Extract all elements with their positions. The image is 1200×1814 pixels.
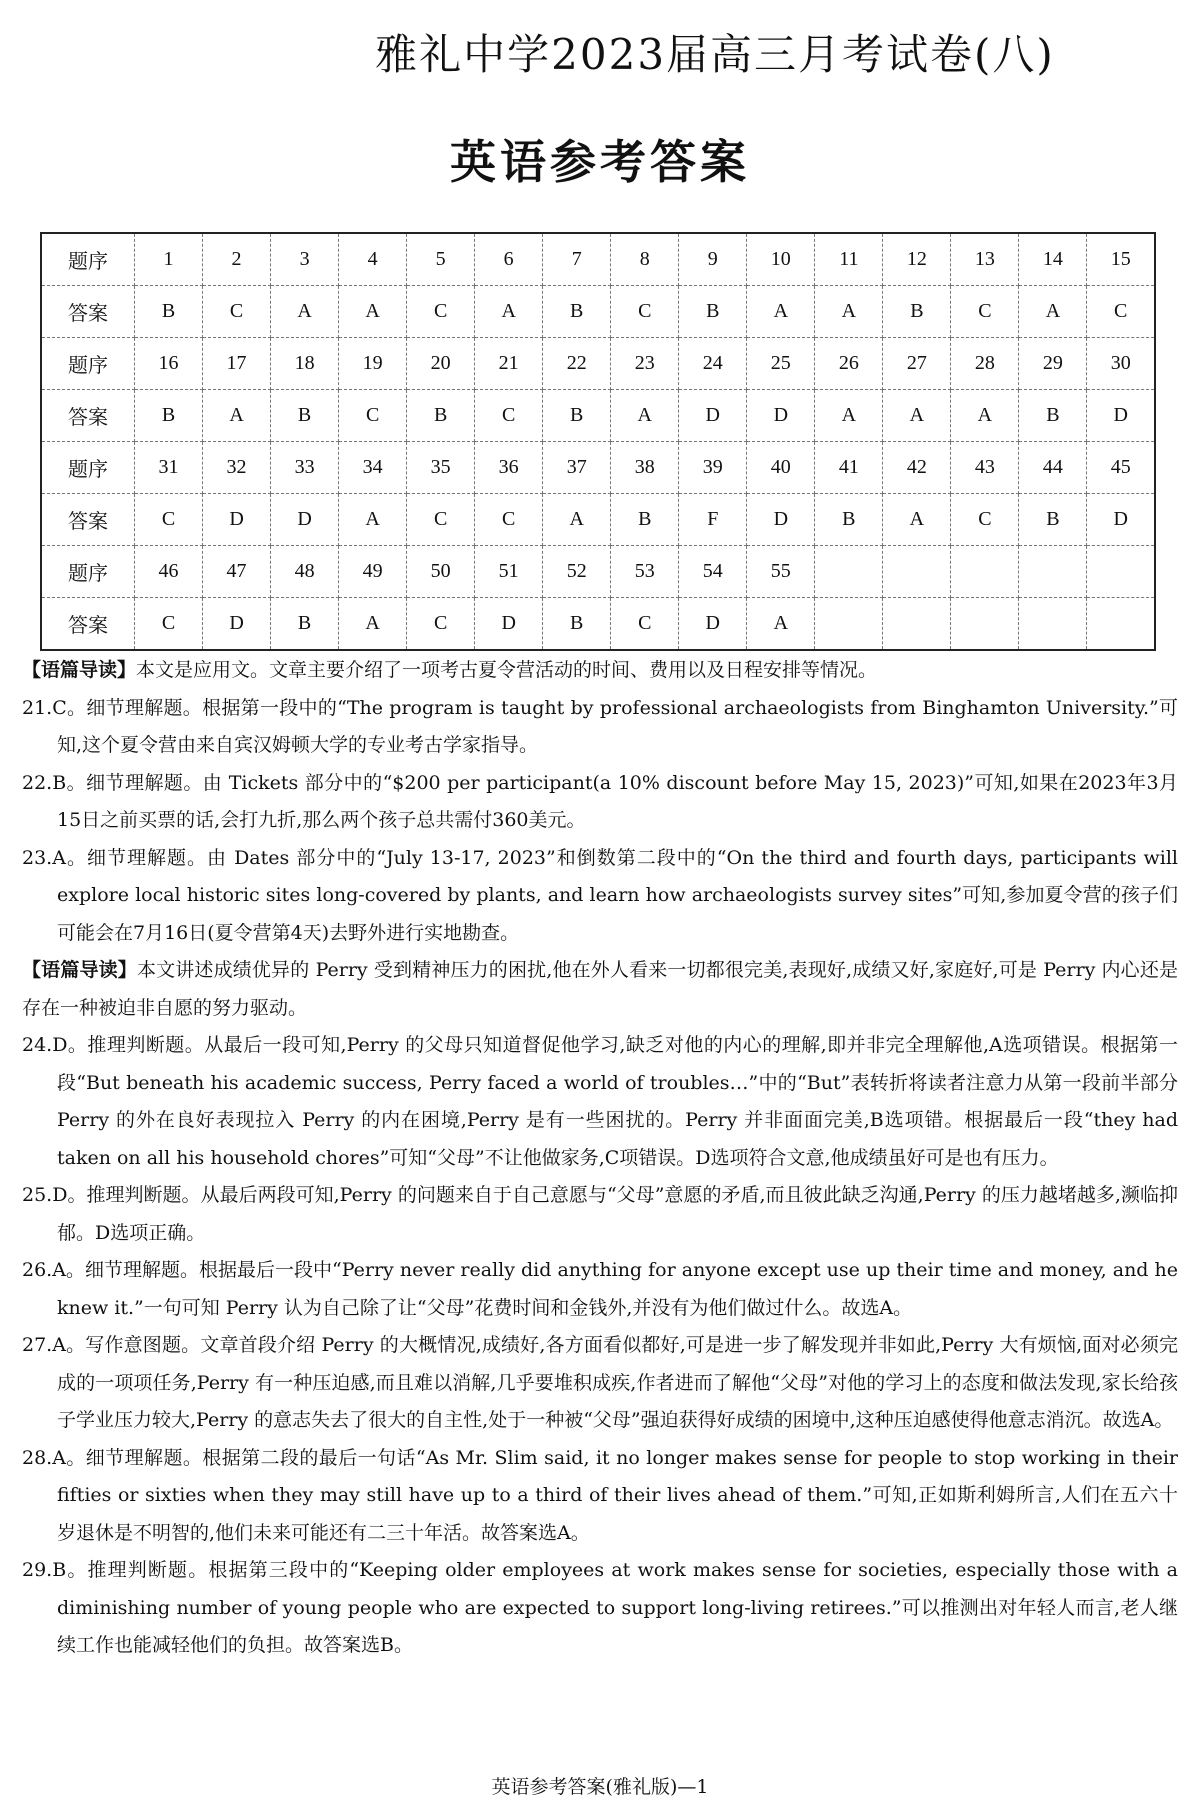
guide-label: 【语篇导读】 [22,659,137,681]
answer-cell: C [135,598,203,651]
row-label: 题序 [41,338,135,390]
question-number-cell: 24 [679,338,747,390]
answer-cell: C [407,494,475,546]
answer-cell: C [203,286,271,338]
question-number-cell: 17 [203,338,271,390]
answer-cell: A [543,494,611,546]
answer-cell: D [271,494,339,546]
question-number-cell: 2 [203,233,271,286]
question-number-cell: 16 [135,338,203,390]
question-number-cell: 26 [815,338,883,390]
answer-cell: D [1087,390,1155,442]
answer-cell: B [135,390,203,442]
explanation-item: 25.D。推理判断题。从最后两段可知,Perry 的问题来自于自己意愿与“父母”意愿的矛盾,而且彼此缺乏沟通,Perry 的压力越堵越多,濒临抑郁。D选项正确。 [22,1184,1178,1244]
explanation-item: 22.B。细节理解题。由 Tickets 部分中的“$200 per participant(a 10% discount before May 15, 2023)”可知,如果在2023年3月15日之前买票的话,会打九折,那么两个孩子总共需付360美元。 [22,771,1178,831]
answer-cell: A [339,286,407,338]
question-number-cell: 1 [135,233,203,286]
guide-text: 本文是应用文。文章主要介绍了一项考古夏令营活动的时间、费用以及日程安排等情况。 [136,659,878,681]
explanation-item: 29.B。推理判断题。根据第三段中的“Keeping older employees at work makes sense for societies, especially those with a diminishing number of young people who are expected to support long-living retirees.”可以推测出对年轻人而言,老人继续工作也能减轻他们的负担。故答案选B。 [22,1559,1178,1656]
answer-cell: A [271,286,339,338]
question-number-cell: 41 [815,442,883,494]
answer-cell: D [1087,494,1155,546]
answer-cell: A [339,598,407,651]
question-number-cell: 3 [271,233,339,286]
row-label: 题序 [41,233,135,286]
question-number-cell: 27 [883,338,951,390]
answer-cell: B [543,286,611,338]
question-number-cell: 51 [475,546,543,598]
question-number-cell: 36 [475,442,543,494]
row-label: 题序 [41,546,135,598]
question-number-cell: 10 [747,233,815,286]
answer-cell: C [339,390,407,442]
question-number-row [41,233,1155,286]
row-label: 答案 [41,494,135,546]
answer-explanations [22,652,1178,1665]
question-number-cell: 49 [339,546,407,598]
question-number-cell: 11 [815,233,883,286]
question-number-cell: 5 [407,233,475,286]
guide-label: 【语篇导读】 [22,959,137,981]
answer-cell: C [407,286,475,338]
page-title: 雅礼中学2023届高三月考试卷(八) [375,30,1055,79]
explanation-item: 26.A。细节理解题。根据最后一段中“Perry never really did anything for anyone except use up their time and money, and he knew it.”一句可知 Perry 认为自己除了让“父母”花费时间和金钱外,并没有为他们做过什么。故选A。 [22,1259,1178,1319]
question-number-cell: 45 [1087,442,1155,494]
question-number-cell [883,546,951,598]
answer-cell: B [271,598,339,651]
answer-cell: C [475,494,543,546]
question-number-cell: 37 [543,442,611,494]
answer-cell: A [815,286,883,338]
question-number-cell: 28 [951,338,1019,390]
answer-cell: A [1019,286,1087,338]
explanation-item: 28.A。细节理解题。根据第二段的最后一句话“As Mr. Slim said, it no longer makes sense for people to stop working in their fifties or sixties when they may still have up to a third of their lives ahead of them.”可知,正如斯利姆所言,人们在五六十岁退休是不明智的,他们未来可能还有二三十年活。故答案选A。 [22,1446,1178,1544]
answer-cell: C [611,286,679,338]
page-subtitle: 英语参考答案 [450,135,750,189]
answer-cell [951,598,1019,651]
answer-cell: A [203,390,271,442]
answer-cell: A [951,390,1019,442]
answer-cell: B [679,286,747,338]
question-number-cell [1019,546,1087,598]
question-number-cell: 9 [679,233,747,286]
question-number-cell: 25 [747,338,815,390]
answer-cell: C [951,286,1019,338]
question-number-cell: 46 [135,546,203,598]
question-number-cell: 54 [679,546,747,598]
answer-cell: A [883,390,951,442]
question-number-cell: 6 [475,233,543,286]
question-number-cell: 15 [1087,233,1155,286]
question-number-cell: 44 [1019,442,1087,494]
question-number-cell: 8 [611,233,679,286]
answer-cell: A [611,390,679,442]
question-number-cell: 32 [203,442,271,494]
question-number-cell: 12 [883,233,951,286]
question-number-cell: 43 [951,442,1019,494]
question-number-cell: 40 [747,442,815,494]
question-number-cell: 29 [1019,338,1087,390]
page-footer: 英语参考答案(雅礼版)—1 [491,1776,709,1798]
answer-cell: D [747,494,815,546]
question-number-cell: 35 [407,442,475,494]
answer-cell: B [883,286,951,338]
question-number-cell: 23 [611,338,679,390]
guide-text: 本文讲述成绩优异的 Perry 受到精神压力的困扰,他在外人看来一切都很完美,表现好,成绩又好,家庭好,可是 Perry 内心还是存在一种被迫非自愿的努力驱动。 [22,959,1178,1019]
answer-cell: A [475,286,543,338]
row-label: 答案 [41,286,135,338]
question-number-cell: 33 [271,442,339,494]
passage-guide [22,952,1178,1027]
question-number-cell: 13 [951,233,1019,286]
row-label: 题序 [41,442,135,494]
answer-cell: B [135,286,203,338]
answer-row [41,598,1155,651]
answer-cell: A [339,494,407,546]
question-number-cell: 47 [203,546,271,598]
explanation-item: 21.C。细节理解题。根据第一段中的“The program is taught by professional archaeologists from Binghamton University.”可知,这个夏令营由来自宾汉姆顿大学的专业考古学家指导。 [22,696,1178,756]
question-number-cell: 20 [407,338,475,390]
answer-row [41,286,1155,338]
answer-cell [815,598,883,651]
answer-cell: C [611,598,679,651]
answer-cell: C [135,494,203,546]
question-number-row [41,442,1155,494]
answer-cell: C [475,390,543,442]
question-number-row [41,546,1155,598]
answer-cell: D [679,390,747,442]
answer-cell: A [883,494,951,546]
answer-cell: B [407,390,475,442]
row-label: 答案 [41,598,135,651]
answer-cell: B [815,494,883,546]
question-number-cell [815,546,883,598]
answer-cell: C [1087,286,1155,338]
explanation-item: 23.A。细节理解题。由 Dates 部分中的“July 13-17, 2023”和倒数第二段中的“On the third and fourth days, participants will explore local historic sites long-covered by plants, and learn how archaeologists survey sites”可知,参加夏令营的孩子们可能会在7月16日(夏令营第4天)去野外进行实地勘查。 [22,846,1178,944]
question-number-cell: 52 [543,546,611,598]
answer-cell: B [1019,494,1087,546]
answer-cell: A [747,598,815,651]
question-number-cell: 42 [883,442,951,494]
answer-cell: B [543,598,611,651]
question-number-cell: 21 [475,338,543,390]
explanation-item: 24.D。推理判断题。从最后一段可知,Perry 的父母只知道督促他学习,缺乏对他的内心的理解,即并非完全理解他,A选项错误。根据第一段“But beneath his academic success, Perry faced a world of troubles…”中的“But”表转折将读者注意力从第一段前半部分 Perry 的外在良好表现拉入 Perry 的内在困境,Perry 是有一些困扰的。Perry 并非面面完美,B选项错。根据最后一段“they had taken on all his household chores”可知“父母”不让他做家务,C项错误。D选项符合文意,他成绩虽好可是也有压力。 [22,1034,1178,1169]
row-label: 答案 [41,390,135,442]
answer-cell: A [815,390,883,442]
question-number-cell: 30 [1087,338,1155,390]
answer-cell [1087,598,1155,651]
question-number-cell: 48 [271,546,339,598]
answer-cell: B [271,390,339,442]
question-number-cell: 22 [543,338,611,390]
answer-cell: D [475,598,543,651]
question-number-cell: 19 [339,338,407,390]
answer-cell: B [611,494,679,546]
passage-guide [22,652,1178,690]
answer-row [41,390,1155,442]
answer-cell: D [203,598,271,651]
question-number-cell: 7 [543,233,611,286]
question-number-cell: 50 [407,546,475,598]
question-number-cell: 55 [747,546,815,598]
question-number-cell [1087,546,1155,598]
explanation-item: 27.A。写作意图题。文章首段介绍 Perry 的大概情况,成绩好,各方面看似都好,可是进一步了解发现并非如此,Perry 大有烦恼,面对必须完成的一项项任务,Perry 有一种压迫感,而且难以消解,几乎要堆积成疾,作者进而了解他“父母”对他的学习上的态度和做法发现,家长给孩子学业压力较大,Perry 的意志失去了很大的自主性,处于一种被“父母”强迫获得好成绩的困境中,这种压迫感使得他意志消沉。故选A。 [22,1334,1178,1431]
answer-cell: D [203,494,271,546]
question-number-cell: 39 [679,442,747,494]
answer-cell: A [747,286,815,338]
answer-row [41,494,1155,546]
answer-cell: F [679,494,747,546]
answer-cell: C [407,598,475,651]
question-number-row [41,338,1155,390]
answer-cell: D [679,598,747,651]
answer-cell [1019,598,1087,651]
question-number-cell [951,546,1019,598]
question-number-cell: 53 [611,546,679,598]
answer-cell: C [951,494,1019,546]
question-number-cell: 18 [271,338,339,390]
question-number-cell: 34 [339,442,407,494]
answer-cell [883,598,951,651]
answer-cell: B [543,390,611,442]
question-number-cell: 14 [1019,233,1087,286]
answer-table [40,232,1156,651]
question-number-cell: 31 [135,442,203,494]
question-number-cell: 38 [611,442,679,494]
answer-cell: D [747,390,815,442]
answer-cell: B [1019,390,1087,442]
question-number-cell: 4 [339,233,407,286]
